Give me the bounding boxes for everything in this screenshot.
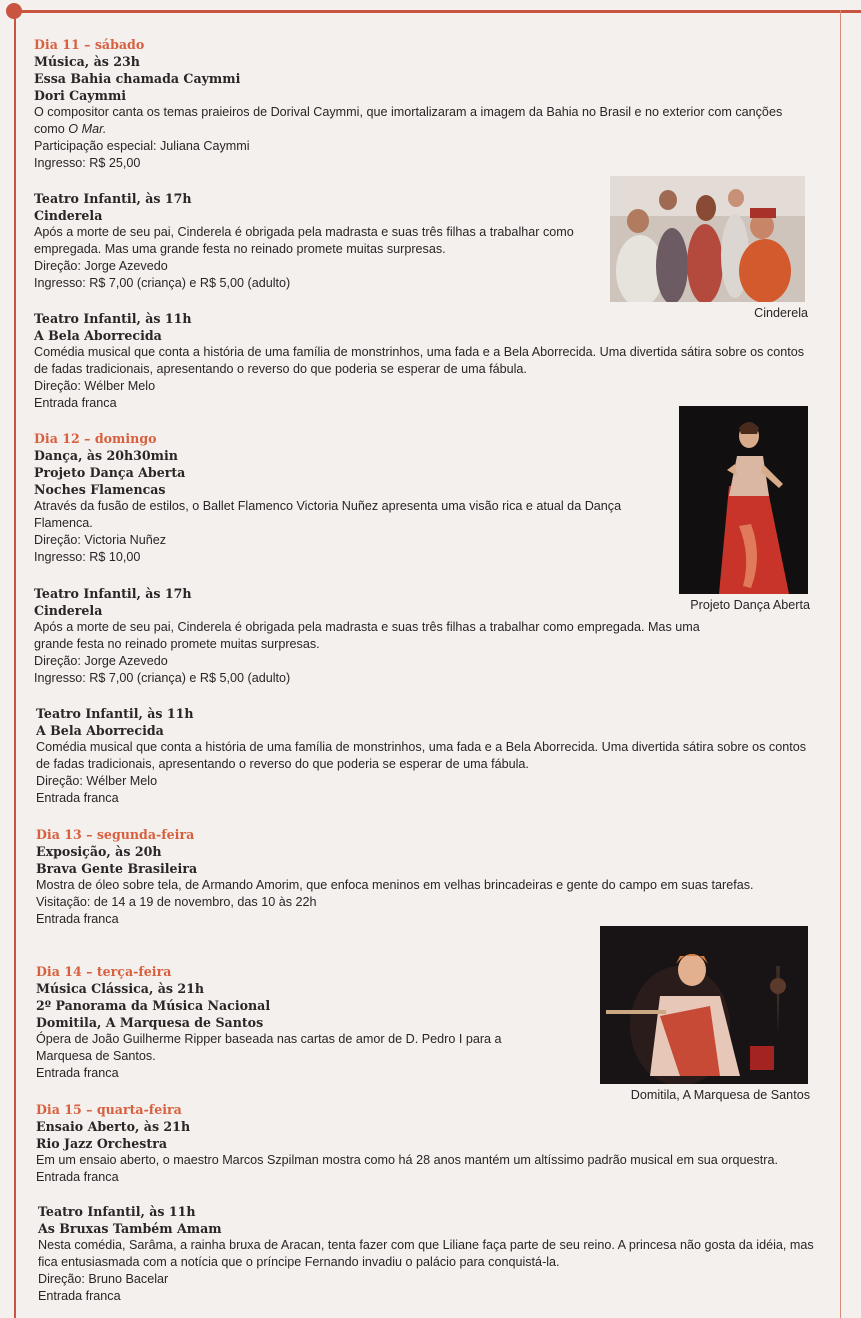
event-detail: Ingresso: R$ 25,00 — [34, 156, 141, 170]
event-category: Teatro Infantil, às 17h — [34, 191, 192, 206]
event-dia15-jazz — [36, 1101, 826, 1186]
photo-caption-danca: Projeto Dança Aberta — [690, 598, 810, 612]
description-text: O compositor canta os temas praieiros de Dorival Caymmi, que imortalizaram a imagem da Bahia no Brasil e no exterior com canções como — [34, 105, 783, 136]
event-detail: Entrada franca — [38, 1289, 121, 1303]
day-heading: Dia 11 – sábado — [34, 37, 145, 52]
event-description: Comédia musical que conta a história de uma família de monstrinhos, uma fada e a Bela Aborrecida. Uma divertida sátira sobre os contos de fadas tradicionais, apresentando o reverso do que poderia se esperar de uma fábula. — [34, 345, 805, 376]
event-category: Exposição, às 20h — [36, 844, 162, 859]
event-detail: Ingresso: R$ 7,00 (criança) e R$ 5,00 (adulto) — [34, 671, 291, 685]
event-title: 2º Panorama da Música Nacional — [36, 998, 271, 1013]
event-description: Através da fusão de estilos, o Ballet Flamenco Victoria Nuñez apresenta uma visão rica e atual da Dança Flamenca. — [34, 499, 622, 530]
event-detail: Visitação: de 14 a 19 de novembro, das 10 às 22h — [36, 895, 317, 909]
event-detail: Direção: Jorge Azevedo — [34, 654, 168, 668]
event-title: Essa Bahia chamada Caymmi — [34, 71, 241, 86]
event-dia12-danca — [34, 430, 674, 566]
event-description: Em um ensaio aberto, o maestro Marcos Szpilman mostra como há 28 anos mantém um altíssimo padrão musical em sua orquestra. — [36, 1153, 778, 1167]
event-detail: Entrada franca — [36, 791, 119, 805]
event-title: A Bela Aborrecida — [36, 723, 164, 738]
event-description: Após a morte de seu pai, Cinderela é obrigada pela madrasta e suas três filhas a trabalhar como empregada. Mas uma grande festa no reinado promete muitas surpresas. — [34, 620, 700, 651]
event-description: Ópera de João Guilherme Ripper baseada nas cartas de amor de D. Pedro I para a Marquesa de Santos. — [36, 1032, 502, 1063]
event-category: Teatro Infantil, às 17h — [34, 586, 192, 601]
event-title: A Bela Aborrecida — [34, 328, 162, 343]
event-description: Comédia musical que conta a história de uma família de monstrinhos, uma fada e a Bela Aborrecida. Uma divertida sátira sobre os contos de fadas tradicionais, apresentando o reverso do que poderia se esperar de uma fábula. — [36, 740, 807, 771]
photo-caption-cinderela: Cinderela — [754, 306, 808, 320]
event-description: Nesta comédia, Sarâma, a rainha bruxa de Aracan, tenta fazer com que Liliane faça parte de seu reino. A princesa não gosta da idéia, mas fica entusiasmada com a notícia que o príncipe Fernando invadiu o palácio para conquistá-la. — [38, 1238, 814, 1269]
event-title: Cinderela — [34, 603, 103, 618]
frame-top-border — [14, 10, 861, 13]
event-category: Teatro Infantil, às 11h — [38, 1204, 196, 1219]
domitila-photo-illustration — [600, 926, 808, 1084]
event-cinderela-1 — [34, 190, 589, 292]
event-category: Dança, às 20h30min — [34, 448, 178, 463]
event-detail: Direção: Jorge Azevedo — [34, 259, 168, 273]
event-dia14-musica-classica — [36, 963, 556, 1082]
cinderela-photo-illustration — [610, 176, 805, 302]
event-category: Ensaio Aberto, às 21h — [36, 1119, 191, 1134]
event-bela-aborrecida-2 — [36, 705, 816, 807]
event-description — [34, 104, 814, 138]
event-detail: Direção: Wélber Melo — [34, 379, 156, 393]
event-title: Cinderela — [34, 208, 103, 223]
event-detail: Direção: Wélber Melo — [36, 774, 158, 788]
event-detail: Participação especial: Juliana Caymmi — [34, 139, 250, 153]
frame-left-border — [14, 10, 16, 1318]
event-bela-aborrecida-1 — [34, 310, 814, 412]
photo-domitila — [600, 926, 808, 1084]
event-subtitle: Domitila, A Marquesa de Santos — [36, 1015, 264, 1030]
dancer-photo-illustration — [679, 406, 808, 594]
event-detail: Ingresso: R$ 10,00 — [34, 550, 141, 564]
day-heading: Dia 13 – segunda-feira — [36, 827, 195, 842]
event-title: Rio Jazz Orchestra — [36, 1136, 167, 1151]
event-detail: Entrada franca — [36, 912, 119, 926]
day-heading: Dia 14 – terça-feira — [36, 964, 172, 979]
event-category: Música Clássica, às 21h — [36, 981, 205, 996]
photo-cinderela — [610, 176, 805, 302]
corner-dot — [6, 3, 22, 19]
event-detail: Entrada franca — [36, 1170, 119, 1184]
event-title: Projeto Dança Aberta — [34, 465, 186, 480]
event-dia11-caymmi — [34, 36, 814, 172]
day-heading: Dia 15 – quarta-feira — [36, 1102, 182, 1117]
event-detail: Entrada franca — [36, 1066, 119, 1080]
event-subtitle: Noches Flamencas — [34, 482, 166, 497]
event-description: Mostra de óleo sobre tela, de Armando Amorim, que enfoca meninos em velhas brincadeiras e gente do campo em suas tarefas. — [36, 878, 754, 892]
event-category: Música, às 23h — [34, 54, 140, 69]
frame-right-border — [840, 10, 841, 1318]
event-subtitle: Dori Caymmi — [34, 88, 127, 103]
event-cinderela-2 — [34, 585, 714, 687]
event-bruxas-tambem-amam — [38, 1203, 828, 1305]
description-italic: O Mar. — [68, 122, 107, 136]
event-detail: Direção: Victoria Nuñez — [34, 533, 167, 547]
photo-danca-aberta — [679, 406, 808, 594]
photo-caption-domitila: Domitila, A Marquesa de Santos — [630, 1088, 810, 1102]
event-title: Brava Gente Brasileira — [36, 861, 198, 876]
event-dia13-exposicao — [36, 826, 796, 928]
event-description: Após a morte de seu pai, Cinderela é obrigada pela madrasta e suas três filhas a trabalhar como empregada. Mas uma grande festa no reinado promete muitas surpresas. — [34, 225, 574, 256]
event-title: As Bruxas Também Amam — [38, 1221, 222, 1236]
day-heading: Dia 12 – domingo — [34, 431, 157, 446]
event-detail: Ingresso: R$ 7,00 (criança) e R$ 5,00 (adulto) — [34, 276, 291, 290]
event-detail: Direção: Bruno Bacelar — [38, 1272, 169, 1286]
event-category: Teatro Infantil, às 11h — [34, 311, 192, 326]
event-detail: Entrada franca — [34, 396, 117, 410]
event-category: Teatro Infantil, às 11h — [36, 706, 194, 721]
